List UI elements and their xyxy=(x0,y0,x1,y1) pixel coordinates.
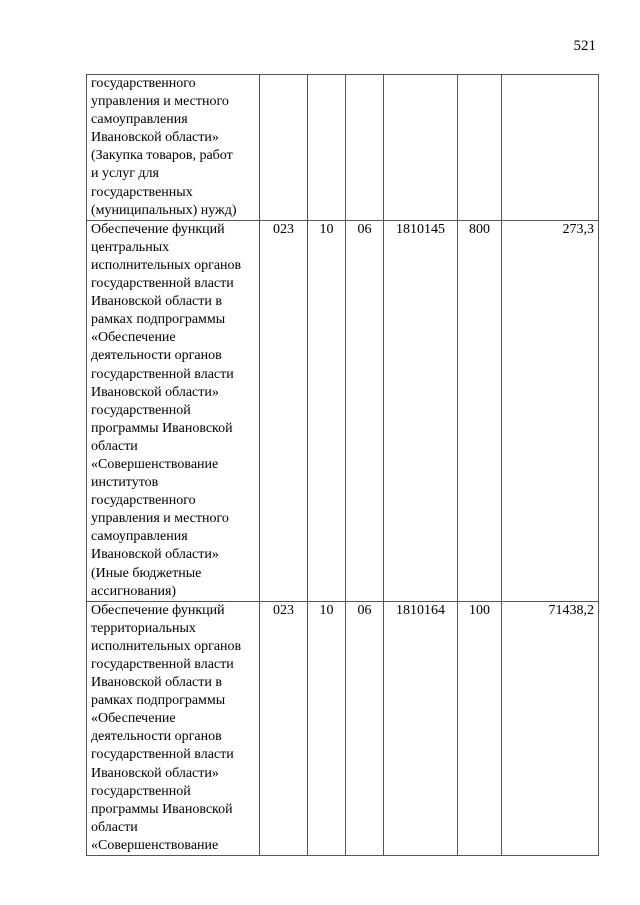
description-line: Обеспечение функций xyxy=(91,602,225,618)
amount-cell xyxy=(502,75,599,221)
ministry-code-cell: 023 xyxy=(260,220,308,601)
description-line: исполнительных органов xyxy=(91,638,242,654)
description-line: рамках подпрограммы xyxy=(91,693,226,709)
description-line: управления и местного xyxy=(91,94,229,110)
description-line: Ивановской области» xyxy=(91,765,219,781)
description-line: государственных xyxy=(91,184,193,200)
description-line: государственной власти xyxy=(91,366,234,382)
description-line: Ивановской области» xyxy=(91,547,219,563)
table-row xyxy=(87,601,599,855)
description-line: центральных xyxy=(91,239,170,255)
subsection-code-cell: 06 xyxy=(346,220,384,601)
expense-type-cell: 800 xyxy=(458,220,502,601)
description-line: (муниципальных) нужд) xyxy=(91,202,237,218)
description-line: исполнительных органов xyxy=(91,257,242,273)
subsection-code-cell xyxy=(346,75,384,221)
description-line: и услуг для xyxy=(91,166,159,182)
description-line: Ивановской области» xyxy=(91,384,219,400)
description-line: деятельности органов xyxy=(91,729,222,745)
table-row xyxy=(87,220,599,601)
description-line: государственного xyxy=(91,493,196,509)
description-line: (Иные бюджетные xyxy=(91,565,202,581)
description-line: программы Ивановской xyxy=(91,420,233,436)
subsection-code-cell: 06 xyxy=(346,601,384,855)
description-line: государственной xyxy=(91,402,191,418)
expense-type-cell: 100 xyxy=(458,601,502,855)
description-line: области xyxy=(91,819,138,835)
description-line: самоуправления xyxy=(91,112,188,128)
amount-cell: 273,3 xyxy=(502,220,599,601)
table-row xyxy=(87,75,599,221)
description-line: государственной xyxy=(91,783,191,799)
row-description xyxy=(87,601,260,855)
description-line: государственной власти xyxy=(91,657,234,672)
description-line: Обеспечение функций xyxy=(91,221,225,237)
description-line: Ивановской области в xyxy=(91,294,222,310)
target-article-cell: 1810145 xyxy=(384,220,458,601)
description-line: государственной власти xyxy=(91,747,234,763)
description-line: Ивановской области в xyxy=(91,675,222,691)
description-line: «Обеспечение xyxy=(91,711,176,727)
expense-type-cell xyxy=(458,75,502,221)
description-line: «Совершенствование xyxy=(91,837,219,853)
description-line: самоуправления xyxy=(91,529,188,545)
section-code-cell xyxy=(308,75,346,221)
description-line: программы Ивановской xyxy=(91,801,233,817)
section-code-cell: 10 xyxy=(308,220,346,601)
page-number: 521 xyxy=(573,38,596,54)
description-line: ассигнования) xyxy=(91,583,177,599)
description-line: деятельности органов xyxy=(91,348,222,364)
ministry-code-cell xyxy=(260,75,308,221)
description-line: области xyxy=(91,438,138,454)
description-line: «Совершенствование xyxy=(91,456,219,472)
description-line: Ивановской области» xyxy=(91,130,219,146)
description-line: государственного xyxy=(91,76,196,91)
description-line: институтов xyxy=(91,475,159,491)
description-line: территориальных xyxy=(91,620,196,636)
budget-table xyxy=(86,74,599,856)
section-code-cell: 10 xyxy=(308,601,346,855)
description-line: (Закупка товаров, работ xyxy=(91,148,233,164)
description-line: государственной власти xyxy=(91,276,234,292)
target-article-cell xyxy=(384,75,458,221)
target-article-cell: 1810164 xyxy=(384,601,458,855)
description-line: рамках подпрограммы xyxy=(91,312,226,328)
amount-cell: 71438,2 xyxy=(502,601,599,855)
description-line: управления и местного xyxy=(91,511,229,527)
ministry-code-cell: 023 xyxy=(260,601,308,855)
row-description xyxy=(87,220,260,601)
row-description xyxy=(87,75,260,221)
description-line: «Обеспечение xyxy=(91,330,176,346)
